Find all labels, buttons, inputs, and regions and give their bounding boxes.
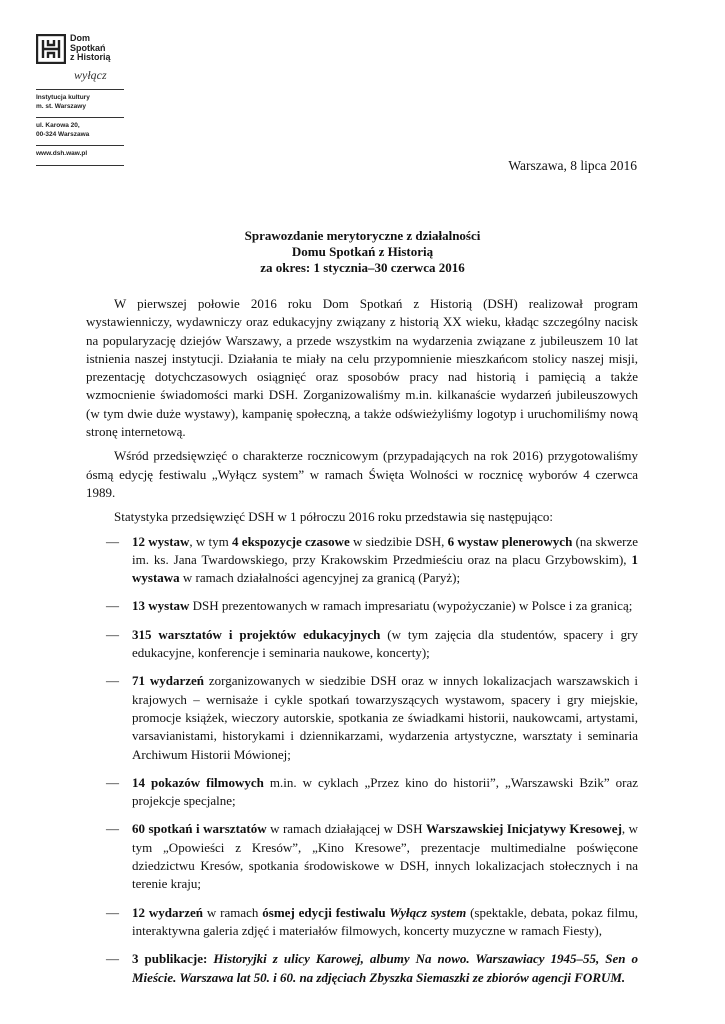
item-bold: 6 wystaw plenerowych	[447, 533, 573, 549]
item-text: w ramach	[203, 904, 263, 920]
statistics-list	[86, 533, 638, 987]
item-bold: 12 wystaw	[132, 533, 190, 549]
document-body	[86, 295, 638, 997]
list-item	[86, 950, 638, 987]
logo-line: Dom	[70, 33, 90, 43]
title-line: Sprawozdanie merytoryczne z działalności	[244, 228, 481, 243]
paragraph: Statystyka przedsięwzięć DSH w 1 półroczu 2016 roku przedstawia się następująco:	[114, 509, 553, 525]
item-bold-italic: albumy Na nowo. Warszawiacy 1945–55, Sen o Mieście. Warszawa lat 50. i 60. na zdjęciach Zbyszka Siemaszki ze zbiorów agencji FORUM.	[132, 951, 638, 985]
item-bold-italic: Wyłącz system	[389, 904, 467, 920]
dash: —	[106, 533, 119, 549]
divider	[36, 117, 124, 118]
divider	[36, 89, 124, 90]
address	[36, 122, 126, 139]
title-line: za okres: 1 stycznia–30 czerwca 2016	[260, 260, 465, 275]
item-text: m.in. w cyklach „Przez kino do historii”, „Warszawski Bzik” oraz projekcje specjalne;	[132, 774, 639, 809]
item-bold: 13 wystaw	[132, 598, 190, 614]
paragraph: Wśród przedsięwzięć o charakterze rocznicowym (przypadających na rok 2016) przygotowaliśmy ósmą edycję festiwalu „Wyłącz system” w ramach Święta Wolności w rocznicę wyborów 4 czerwca 1989.	[86, 448, 638, 500]
item-text: , w tym	[189, 533, 233, 549]
item-bold-italic: Historyjki z ulicy Karowej,	[213, 951, 364, 967]
list-item	[86, 597, 638, 615]
address-line: ul. Karowa 20,	[36, 122, 80, 129]
website: www.dsh.waw.pl	[36, 150, 88, 157]
logo-line: z Historią	[70, 52, 111, 62]
item-text: w ramach działalności agencyjnej za granicą (Paryż);	[179, 570, 461, 586]
item-bold: 3 publikacje:	[132, 951, 214, 967]
document-date: Warszawa, 8 lipca 2016	[508, 158, 637, 173]
list-item	[86, 904, 638, 941]
list-item	[86, 626, 638, 663]
letterhead	[36, 34, 126, 170]
address-line: 00-324 Warszawa	[36, 130, 90, 138]
dash: —	[106, 821, 119, 837]
institution-line: Instytucja kultury	[36, 94, 90, 101]
tagline: wyłącz	[74, 68, 107, 82]
item-text: w siedzibie DSH,	[349, 533, 448, 549]
list-item	[86, 533, 638, 588]
item-text: zorganizowanych w siedzibie DSH oraz w innych lokalizacjach warszawskich i krajowych – wernisaże i cykle spotkań towarzyszących wystawom, spacery i gry miejskie, promocje książek, wieczory autorskie, spotkania ze świadkami historii, naukowcami, artystami, varsavianistami, historykami i dziennikarzami, wydarzenia artystyczne, warsztaty i seminaria Archiwum Historii Mówionej;	[132, 673, 638, 762]
item-bold: ósmej edycji festiwalu	[262, 904, 390, 920]
item-bold: 1 wystawa	[132, 551, 638, 586]
item-text: (w tym zajęcia dla studentów, spacery i gry edukacyjne, konferencje i seminaria naukowe, koncerty);	[132, 626, 638, 661]
item-bold: 12 wydarzeń	[132, 904, 204, 920]
dash: —	[106, 904, 119, 920]
dash: —	[106, 673, 119, 689]
dsh-logo-icon	[36, 34, 66, 64]
institution-line: m. st. Warszawy	[36, 102, 86, 110]
dash: —	[106, 951, 119, 967]
document-title	[0, 228, 725, 276]
dash: —	[106, 626, 119, 642]
divider	[36, 165, 124, 166]
item-text: (na skwerze im. ks. Jana Twardowskiego, przy Krakowskim Przedmieściu oraz na placu Grzybowskim),	[132, 533, 639, 567]
item-bold: 4 ekspozycje czasowe	[232, 533, 350, 549]
institution	[36, 94, 126, 111]
item-bold: 14 pokazów filmowych	[132, 774, 264, 790]
title-line: Domu Spotkań z Historią	[291, 244, 434, 259]
paragraph: W pierwszej połowie 2016 roku Dom Spotkań z Historią (DSH) realizował program wystawienniczy, wydawniczy oraz edukacyjny związany z historią XX wieku, kładąc szczególny nacisk na popularyzację dziejów Warszawy, a przede wszystkim na wydarzenia związane z jubileuszem 10 lat istnienia naszej instytucji. Działania te miały na celu przypomnienie mieszkańcom stolicy naszej misji, prezentację dotychczasowych osiągnięć oraz sposobów pracy nad historią i pamięcią a także wzmocnienie świadomości marki DSH. Zorganizowaliśmy m.in. kilkanaście wydarzeń jubileuszowych (w tym dwie duże wystawy), kampanię społeczną, a także odświeżyliśmy logotyp i uruchomiliśmy nową stronę internetową.	[86, 296, 638, 440]
list-item	[86, 774, 638, 811]
logo-line: Spotkań	[70, 42, 106, 53]
item-text: w ramach działającej w DSH	[266, 821, 427, 837]
item-bold: Warszawskiej Inicjatywy Kresowej	[426, 821, 622, 837]
item-text: (spektakle, debata, pokaz filmu, interaktywna galeria zdjęć i materiałów filmowych, koncerty muzyczne w ramach Fiesty),	[132, 904, 639, 938]
logo-text	[70, 34, 111, 63]
item-text: DSH prezentowanych w ramach impresariatu (wypożyczanie) w Polsce i za granicą;	[189, 598, 633, 614]
logo	[36, 34, 126, 64]
item-bold: 315 warsztatów i projektów edukacyjnych	[132, 626, 381, 642]
list-item	[86, 820, 638, 893]
item-text: , w tym „Opowieści z Kresów”, „Kino Kresowe”, prezentacje multimedialne poświęcone dziedzictwu Kresów, spotkania środowiskowe w DSH, innych lokalizacjach stołecznych i na terenie kraju;	[132, 821, 639, 892]
dash: —	[106, 774, 119, 790]
dash: —	[106, 598, 119, 614]
divider	[36, 145, 124, 146]
item-bold: 71 wydarzeń	[132, 673, 205, 689]
list-item	[86, 672, 638, 763]
item-bold: 60 spotkań i warsztatów	[132, 821, 267, 837]
